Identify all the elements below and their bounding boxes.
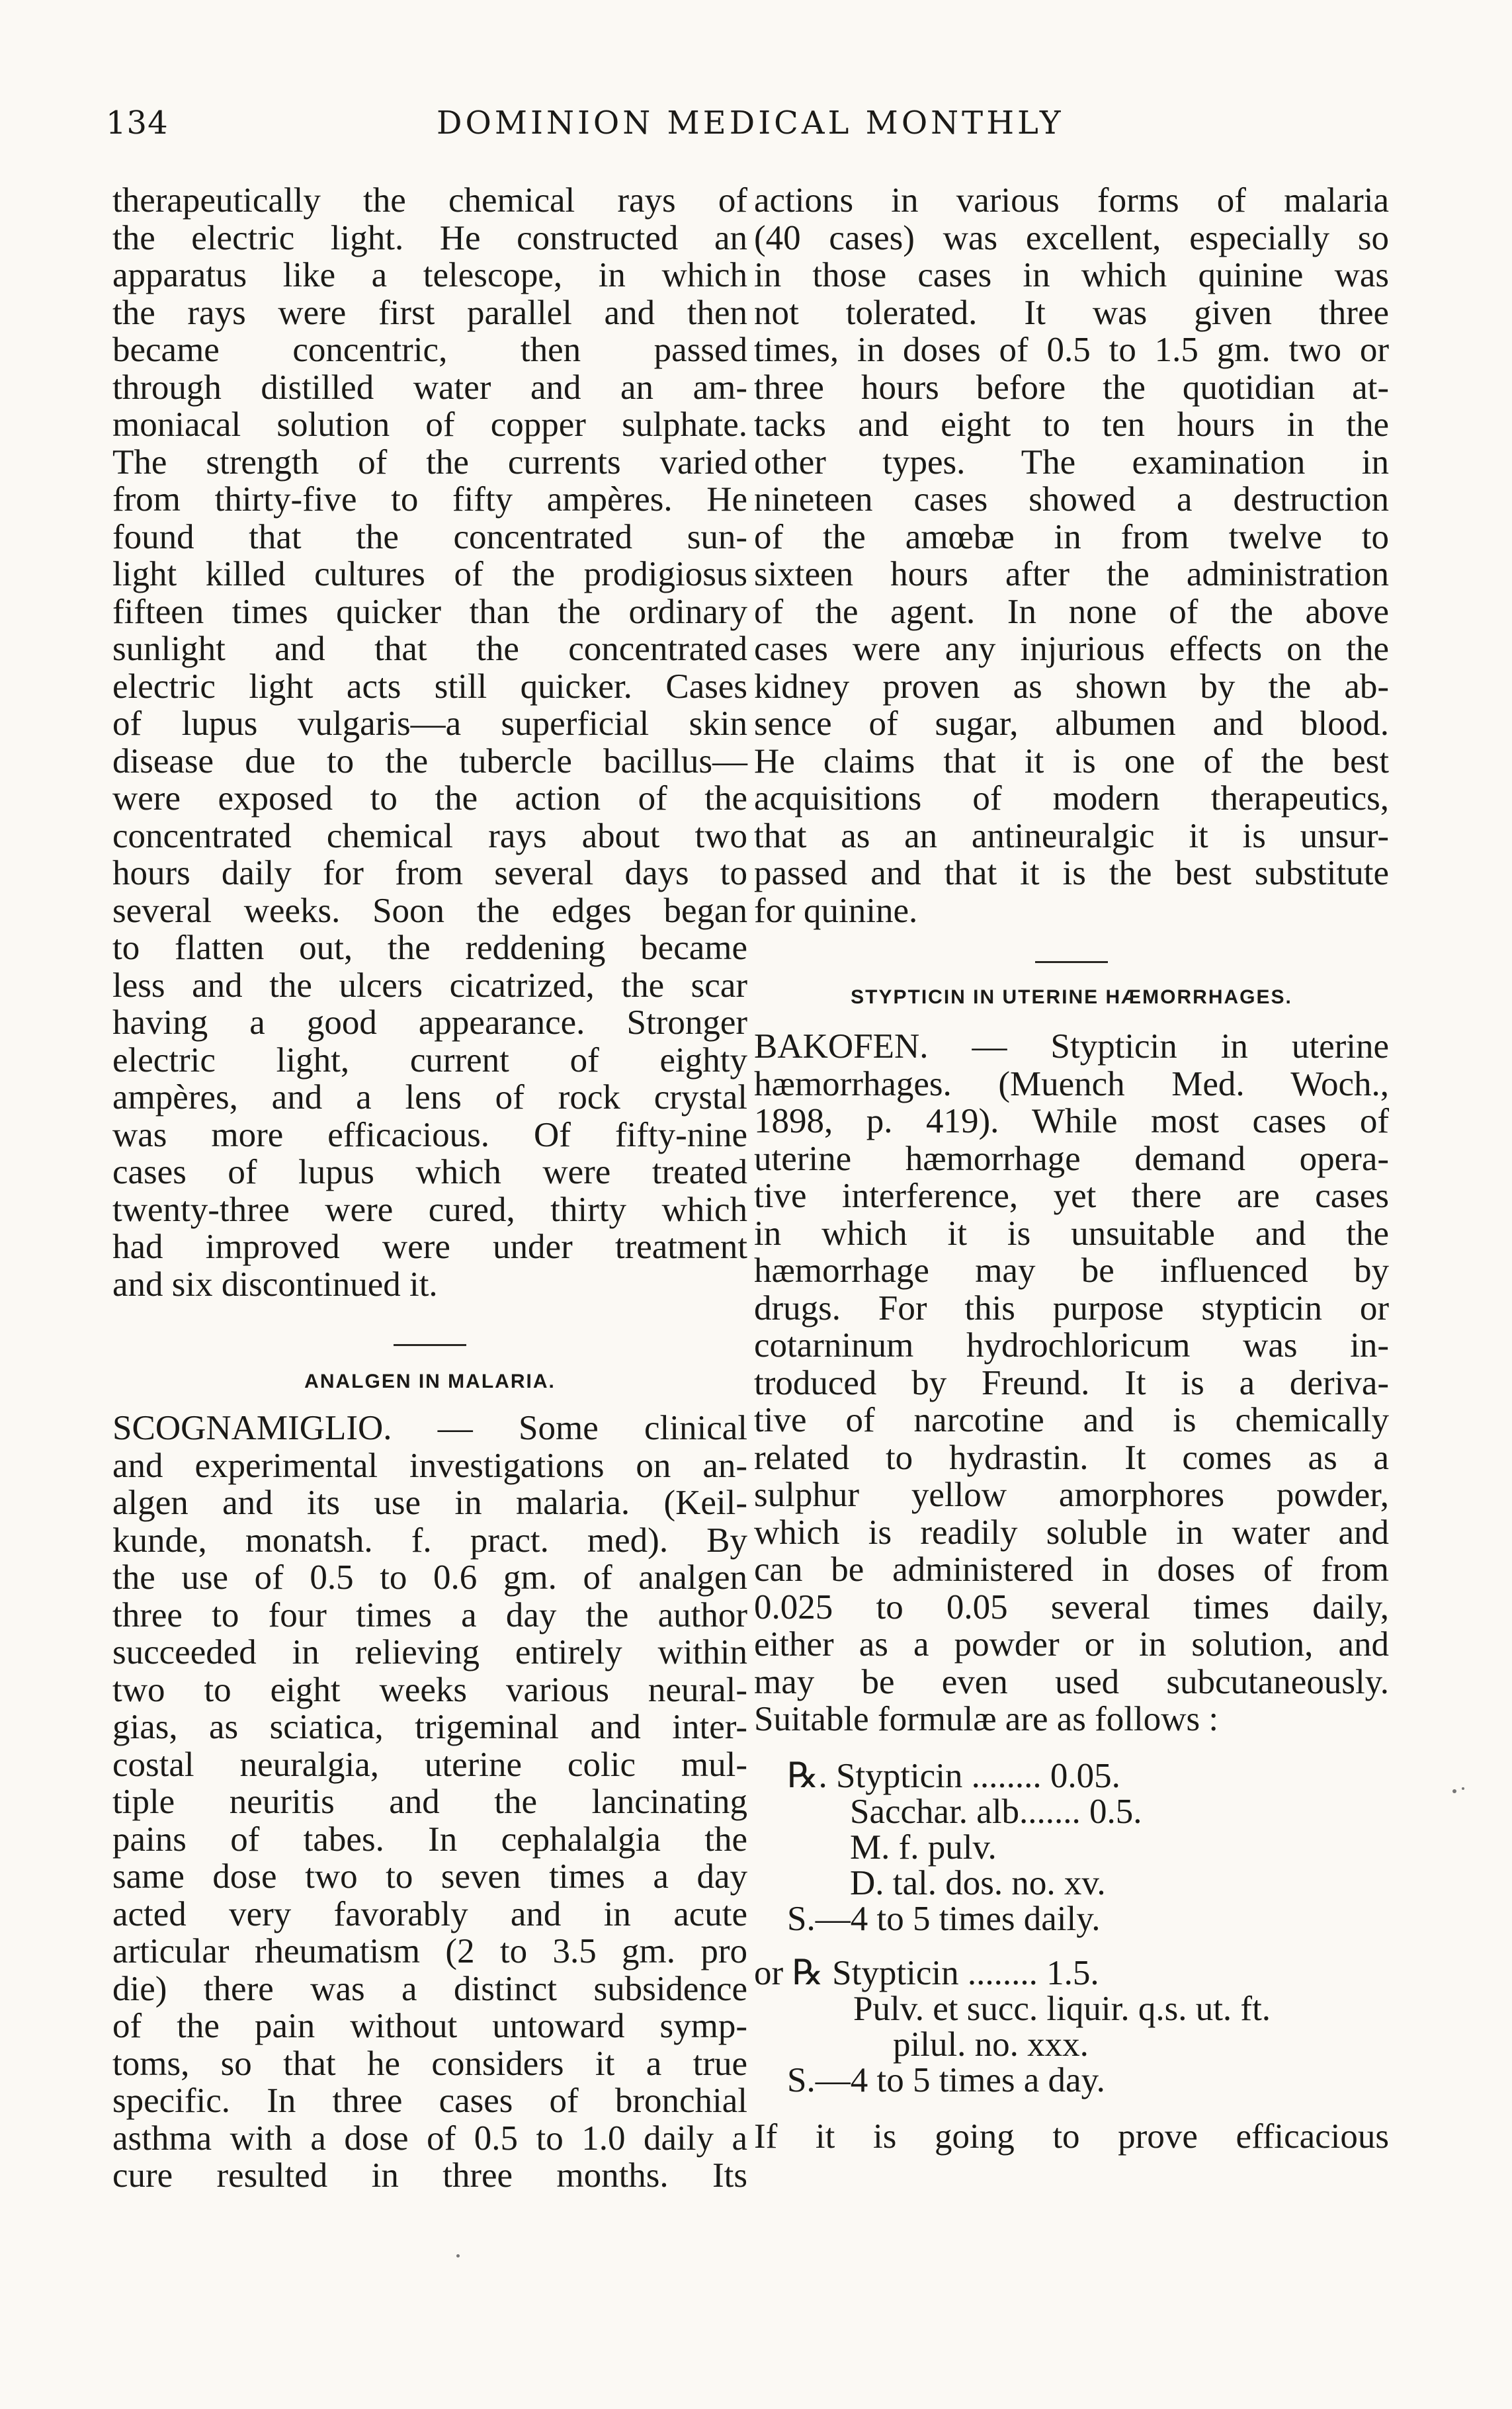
- text-line: gias, as sciatica, trigeminal and inter-: [112, 1708, 747, 1746]
- text-line: kidney proven as shown by the ab-: [754, 667, 1389, 706]
- text-line: apparatus like a telescope, in which: [112, 256, 747, 294]
- page-header: [106, 105, 1389, 151]
- text-line: not tolerated. It was given three: [754, 293, 1389, 332]
- text-line: either as a powder or in solution, and: [754, 1625, 1389, 1664]
- formula-signature: S.—4 to 5 times a day.: [787, 2060, 1105, 2099]
- text-line: succeeded in relieving entirely within: [112, 1633, 747, 1671]
- formula-signature: S.—4 to 5 times daily.: [787, 1899, 1101, 1938]
- text-line: and experimental investigations on an-: [112, 1446, 747, 1485]
- formula-line: Sacchar. alb....... 0.5.: [850, 1792, 1142, 1831]
- text-line: from thirty-five to fifty ampères. He: [112, 480, 747, 519]
- text-line: sulphur yellow amorphores powder,: [754, 1476, 1389, 1514]
- text-line: twenty-three were cured, thirty which: [112, 1190, 747, 1229]
- text-line: sunlight and that the concentrated: [112, 630, 747, 668]
- text-line: If it is going to prove efficacious: [754, 2117, 1389, 2156]
- text-line: in those cases in which quinine was: [754, 256, 1389, 294]
- text-line: tive of narcotine and is chemically: [754, 1401, 1389, 1439]
- analgen-paragraph: [112, 1410, 747, 2195]
- text-line: sixteen hours after the administration: [754, 555, 1389, 593]
- prescription-formula-2: [754, 1955, 1389, 2098]
- text-line: through distilled water and an am-: [112, 368, 747, 407]
- text-line: the electric light. He constructed an: [112, 218, 747, 257]
- text-line: passed and that it is the best substitute: [754, 854, 1389, 892]
- text-line: (40 cases) was excellent, especially so: [754, 218, 1389, 257]
- formula-line: D. tal. dos. no. xv.: [850, 1863, 1106, 1902]
- stypticin-paragraph: [754, 1028, 1389, 1738]
- text-line: times, in doses of 0.5 to 1.5 gm. two or: [754, 331, 1389, 369]
- right-column: [754, 182, 1389, 2155]
- text-line: 0.025 to 0.05 several times daily,: [754, 1587, 1389, 1627]
- formula-line: or ℞ Stypticin ........ 1.5.: [754, 1953, 1099, 1992]
- text-line: die) there was a distinct subsidence: [112, 1969, 747, 2008]
- running-title: DOMINION MEDICAL MONTHLY: [437, 105, 1064, 142]
- text-line: that as an antineuralgic it is unsur-: [754, 816, 1389, 855]
- text-line: to flatten out, the reddening became: [112, 929, 747, 967]
- text-line: related to hydrastin. It comes as a: [754, 1438, 1389, 1477]
- text-line: electric light, current of eighty: [112, 1040, 747, 1079]
- text-line: tiple neuritis and the lancinating: [112, 1783, 747, 1821]
- text-line: other types. The examination in: [754, 443, 1389, 482]
- text-line: and six discontinued it.: [112, 1265, 438, 1304]
- text-line: tive interference, yet there are cases: [754, 1177, 1389, 1215]
- text-line: of lupus vulgaris—a superficial skin: [112, 704, 747, 743]
- text-line: concentrated chemical rays about two: [112, 816, 747, 855]
- formula-line: Pulv. et succ. liquir. q.s. ut. ft.: [853, 1989, 1271, 2028]
- text-line: three hours before the quotidian at-: [754, 368, 1389, 407]
- text-line: may be even used subcutaneously.: [754, 1662, 1389, 1701]
- text-line: specific. In three cases of bronchial: [112, 2082, 747, 2120]
- text-line: disease due to the tubercle bacillus—: [112, 741, 747, 781]
- section-heading-stypticin: STYPTICIN IN UTERINE HÆMORRHAGES.: [851, 986, 1292, 1008]
- prescription-formula-1: [754, 1758, 1389, 1937]
- text-line: of the amœbæ in from twelve to: [754, 517, 1389, 556]
- text-line: less and the ulcers cicatrized, the scar: [112, 966, 747, 1005]
- section-heading-analgen: ANALGEN IN MALARIA.: [304, 1371, 556, 1392]
- text-line: which is readily soluble in water and: [754, 1513, 1389, 1552]
- print-speck: [1462, 1787, 1464, 1790]
- text-line: acted very favorably and in acute: [112, 1894, 747, 1933]
- text-line: troduced by Freund. It is a deriva-: [754, 1363, 1389, 1402]
- text-line: cotarninum hydrochloricum was in-: [754, 1326, 1389, 1365]
- text-line: algen and its use in malaria. (Keil-: [112, 1484, 747, 1522]
- text-line: SCOGNAMIGLIO. — Some clinical: [112, 1409, 747, 1447]
- text-line: of the pain without untoward symp-: [112, 2007, 747, 2045]
- text-line: asthma with a dose of 0.5 to 1.0 daily a: [112, 2119, 747, 2158]
- text-line: BAKOFEN. — Stypticin in uterine: [754, 1027, 1389, 1066]
- text-line: were exposed to the action of the: [112, 779, 747, 818]
- text-line: can be administered in doses of from: [754, 1550, 1389, 1589]
- text-line: articular rheumatism (2 to 3.5 gm. pro: [112, 1932, 747, 1970]
- text-line: electric light acts still quicker. Cases: [112, 667, 747, 706]
- analgen-continuation-paragraph: [754, 182, 1389, 929]
- text-line: acquisitions of modern therapeutics,: [754, 779, 1389, 818]
- text-line: kunde, monatsh. f. pract. med). By: [112, 1521, 747, 1560]
- text-line: He claims that it is one of the best: [754, 741, 1389, 781]
- text-line: toms, so that he considers it a true: [112, 2044, 747, 2083]
- text-line: was more efficacious. Of fifty-nine: [112, 1115, 747, 1154]
- text-line: cases of lupus which were treated: [112, 1153, 747, 1191]
- formula-line: M. f. pulv.: [850, 1828, 997, 1867]
- text-line: several weeks. Soon the edges began: [112, 891, 747, 930]
- text-line: hours daily for from several days to: [112, 854, 747, 892]
- text-line: in which it is unsuitable and the: [754, 1214, 1389, 1253]
- text-line: pains of tabes. In cephalalgia the: [112, 1820, 747, 1859]
- print-speck: [1452, 1789, 1456, 1793]
- text-line: found that the concentrated sun-: [112, 517, 747, 556]
- text-line: 1898, p. 419). While most cases of: [754, 1102, 1389, 1140]
- text-line: Suitable formulæ are as follows :: [754, 1700, 1219, 1738]
- text-line: nineteen cases showed a destruction: [754, 480, 1389, 519]
- text-line: same dose two to seven times a day: [112, 1857, 747, 1896]
- text-line: ampères, and a lens of rock crystal: [112, 1078, 747, 1117]
- text-line: had improved were under treatment: [112, 1228, 747, 1266]
- text-line: moniacal solution of copper sulphate.: [112, 405, 747, 444]
- text-line: hæmorrhages. (Muench Med. Woch.,: [754, 1064, 1389, 1103]
- left-column: [112, 182, 747, 2195]
- text-line: cure resulted in three months. Its: [112, 2156, 747, 2195]
- text-line: cases were any injurious effects on the: [754, 630, 1389, 668]
- text-line: sence of sugar, albumen and blood.: [754, 704, 1389, 743]
- text-line: The strength of the currents varied: [112, 443, 747, 482]
- text-line: actions in various forms of malaria: [754, 181, 1389, 220]
- formula-line: pilul. no. xxx.: [893, 2025, 1089, 2064]
- text-line: three to four times a day the author: [112, 1595, 747, 1634]
- text-line: the use of 0.5 to 0.6 gm. of analgen: [112, 1558, 747, 1597]
- text-line: drugs. For this purpose stypticin or: [754, 1289, 1389, 1328]
- text-line: hæmorrhage may be influenced by: [754, 1251, 1389, 1290]
- page-number: 134: [106, 105, 169, 142]
- text-line: the rays were first parallel and then: [112, 293, 747, 332]
- text-line: therapeutically the chemical rays of: [112, 181, 747, 220]
- article-continuation-paragraph: [112, 182, 747, 1303]
- print-speck: [456, 2254, 460, 2258]
- text-line: of the agent. In none of the above: [754, 592, 1389, 631]
- formula-line: ℞. Stypticin ........ 0.05.: [787, 1756, 1120, 1795]
- text-line: fifteen times quicker than the ordinary: [112, 592, 747, 631]
- text-line: having a good appearance. Stronger: [112, 1003, 747, 1042]
- text-line: uterine hæmorrhage demand opera-: [754, 1139, 1389, 1178]
- text-line: tacks and eight to ten hours in the: [754, 405, 1389, 444]
- text-line: light killed cultures of the prodigiosus: [112, 555, 747, 593]
- text-line: two to eight weeks various neural-: [112, 1670, 747, 1709]
- text-line: costal neuralgia, uterine colic mul-: [112, 1745, 747, 1784]
- text-line: became concentric, then passed: [112, 331, 747, 369]
- text-line: for quinine.: [754, 891, 918, 930]
